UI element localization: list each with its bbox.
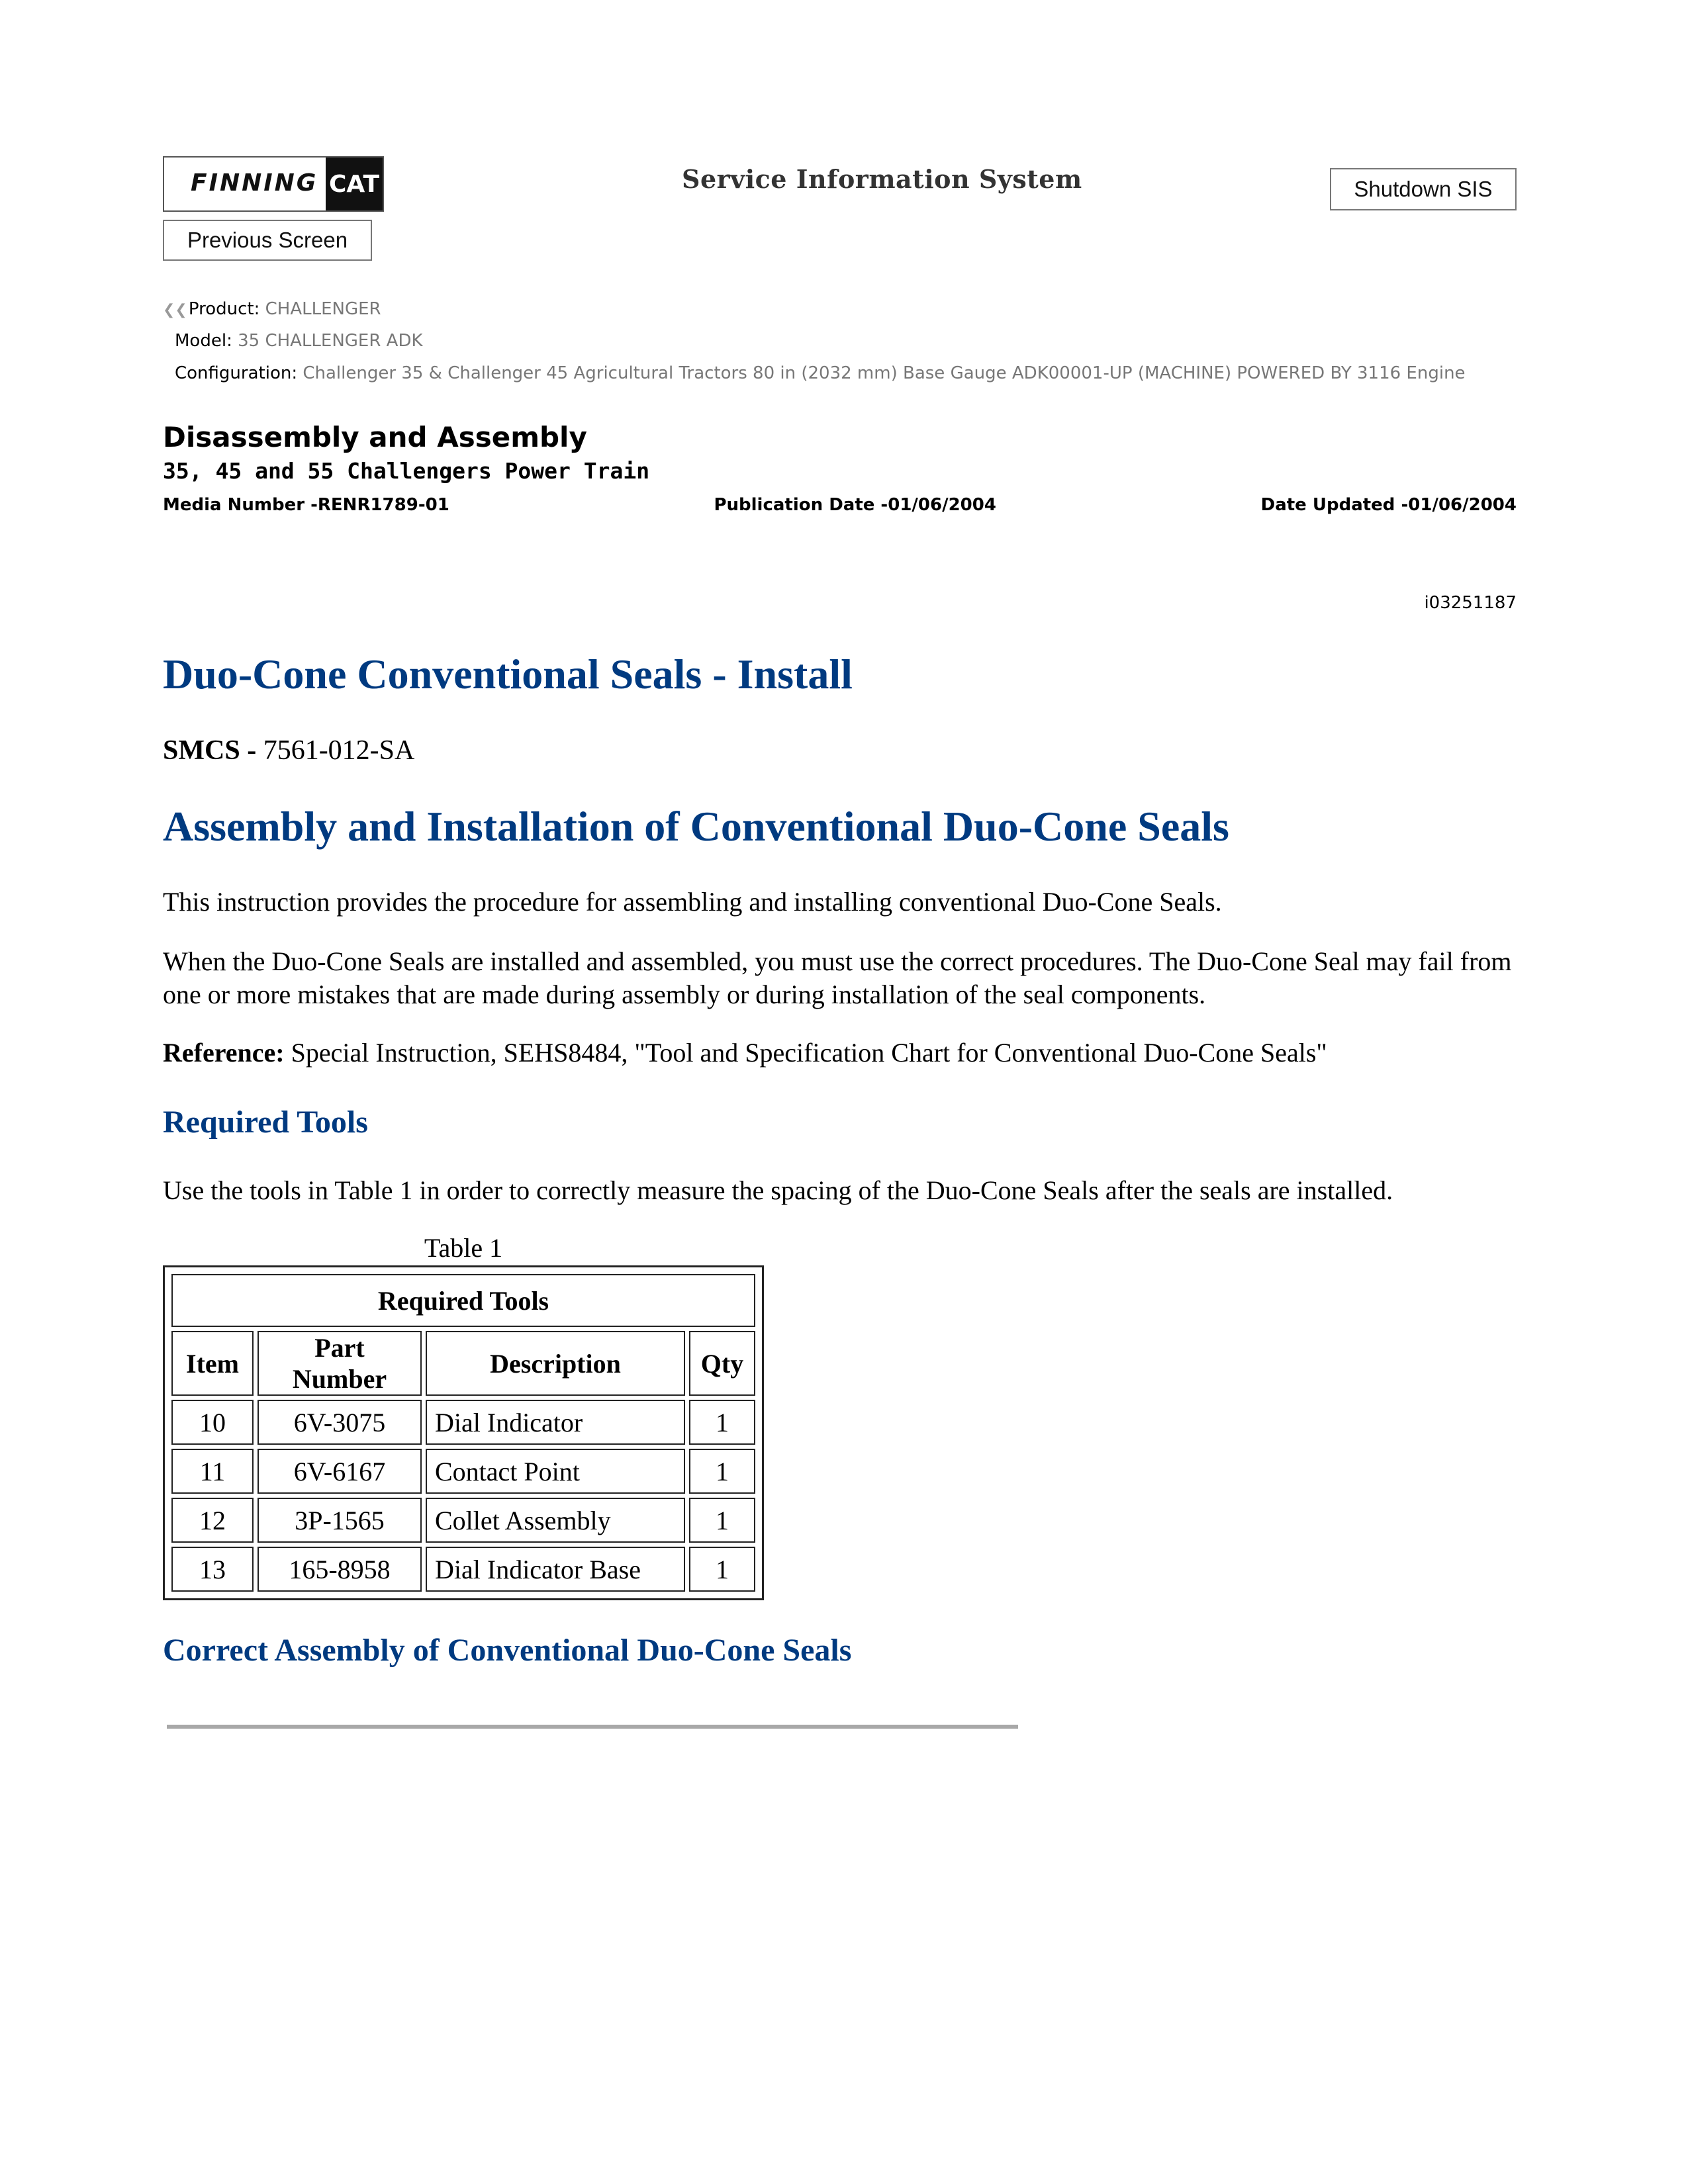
smcs-code [163, 735, 414, 766]
cell-qty: 1 [689, 1498, 755, 1543]
smcs-label: SMCS - [163, 735, 263, 766]
cell-description: Dial Indicator Base [426, 1547, 685, 1592]
cell-description: Collet Assembly [426, 1498, 685, 1543]
assembly-heading: Assembly and Installation of Conventional Duo-Cone Seals [163, 803, 1229, 850]
correct-assembly-heading: Correct Assembly of Conventional Duo-Cone Seals [163, 1633, 852, 1668]
cell-item: 12 [171, 1498, 254, 1543]
section-title: Disassembly and Assembly [163, 421, 587, 453]
table-header-row [171, 1331, 755, 1396]
model-value: 35 CHALLENGER ADK [238, 331, 423, 351]
required-tools-table [163, 1265, 764, 1600]
configuration-value: Challenger 35 & Challenger 45 Agricultural Tractors 80 in (2032 mm) Base Gauge ADK00001-UP (MACHINE) POWERED BY 3116 Engine [303, 363, 1466, 383]
model-line [175, 331, 423, 351]
product-line [163, 299, 381, 319]
intro-paragraph: This instruction provides the procedure for assembling and installing conventional Duo-Cone Seals. [163, 887, 1222, 917]
smcs-value: 7561-012-SA [263, 735, 415, 766]
date-updated: Date Updated -01/06/2004 [1260, 495, 1517, 515]
shutdown-sis-button[interactable]: Shutdown SIS [1330, 168, 1517, 210]
cell-description: Dial Indicator [426, 1400, 685, 1445]
cell-qty: 1 [689, 1547, 755, 1592]
model-label: Model: [175, 331, 232, 351]
tools-paragraph: Use the tools in Table 1 in order to correctly measure the spacing of the Duo-Cone Seals after the seals are installed. [163, 1175, 1393, 1205]
cell-qty: 1 [689, 1449, 755, 1494]
cell-item: 10 [171, 1400, 254, 1445]
table-row [171, 1498, 755, 1543]
publication-row [163, 495, 1517, 515]
cell-part-number: 6V-3075 [258, 1400, 422, 1445]
reference-label: Reference: [163, 1038, 285, 1068]
cell-part-number: 165-8958 [258, 1547, 422, 1592]
col-header-description: Description [426, 1331, 685, 1396]
col-header-qty: Qty [689, 1331, 755, 1396]
section-subtitle: 35, 45 and 55 Challengers Power Train [163, 458, 650, 484]
horizontal-divider [167, 1725, 1018, 1729]
cat-logo-badge: CAT [326, 158, 383, 210]
table-row [171, 1400, 755, 1445]
finning-cat-logo [163, 156, 384, 212]
configuration-label: Configuration: [175, 363, 298, 383]
product-value: CHALLENGER [265, 299, 381, 319]
page-title: Service Information System [682, 164, 1082, 194]
cell-part-number: 6V-6167 [258, 1449, 422, 1494]
required-tools-heading: Required Tools [163, 1105, 368, 1140]
cell-description: Contact Point [426, 1449, 685, 1494]
back-arrow-icon[interactable]: ❮❮ [163, 302, 187, 318]
table-row [171, 1449, 755, 1494]
media-number: Media Number -RENR1789-01 [163, 495, 449, 515]
col-header-part-number: Part Number [258, 1331, 422, 1396]
reference-text: Special Instruction, SEHS8484, "Tool and Specification Chart for Conventional Duo-Cone Seals" [284, 1038, 1327, 1068]
reference-paragraph [163, 1036, 1526, 1069]
document-title: Duo-Cone Conventional Seals - Install [163, 651, 853, 698]
cell-part-number: 3P-1565 [258, 1498, 422, 1543]
previous-screen-button[interactable]: Previous Screen [163, 220, 372, 261]
warning-paragraph: When the Duo-Cone Seals are installed and assembled, you must use the correct procedures. The Duo-Cone Seal may fail from one or more mistakes that are made during assembly or during installation of the seal components. [163, 946, 1512, 1009]
publication-date: Publication Date -01/06/2004 [714, 495, 996, 515]
col-header-item: Item [171, 1331, 254, 1396]
table-caption: Table 1 [424, 1233, 503, 1263]
product-label: Product: [188, 299, 260, 319]
document-id: i03251187 [1424, 593, 1517, 613]
configuration-line [175, 363, 1466, 383]
cell-item: 13 [171, 1547, 254, 1592]
table-row [171, 1547, 755, 1592]
table-title: Required Tools [171, 1274, 755, 1327]
cell-qty: 1 [689, 1400, 755, 1445]
cell-item: 11 [171, 1449, 254, 1494]
finning-logo-text: FINNING [191, 169, 318, 197]
